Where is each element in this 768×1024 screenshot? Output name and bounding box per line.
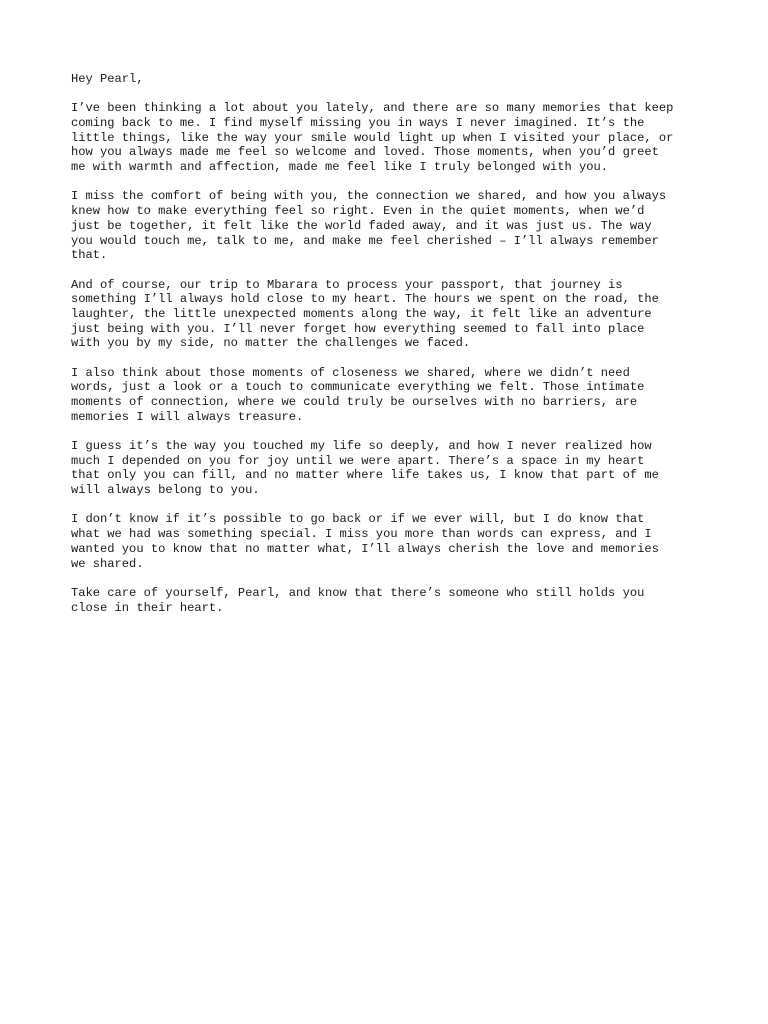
letter-paragraph-2: I miss the comfort of being with you, the connection we shared, and how you always knew how to make everything feel so right. Even in the quiet moments, when we’d just be together, it felt like the world faded away, and it was just us. The way you would touch me, talk to me, and make me feel cherished – I’ll always remember that. bbox=[71, 189, 667, 263]
letter-paragraph-5: I guess it’s the way you touched my life so deeply, and how I never realized how much I depended on you for joy until we were apart. There’s a space in my heart that only you can fill, and no matter where life takes us, I know that part of me will always belong to you. bbox=[71, 439, 659, 498]
letter-paragraph-1: I’ve been thinking a lot about you lately, and there are so many memories that keep coming back to me. I find myself missing you in ways I never imagined. It’s the little things, like the way your smile would light up when I visited your place, or how you always made me feel so welcome and loved. Those moments, when you’d greet me with warmth and affection, made me feel like I truly belonged with you. bbox=[71, 101, 674, 175]
letter-greeting: Hey Pearl, bbox=[71, 72, 144, 86]
letter-body bbox=[71, 72, 711, 630]
letter-paragraph-4: I also think about those moments of closeness we shared, where we didn’t need words, just a look or a touch to communicate everything we felt. Those intimate moments of connection, where we could truly be ourselves with no barriers, are memories I will always treasure. bbox=[71, 365, 645, 424]
letter-paragraph-3: And of course, our trip to Mbarara to process your passport, that journey is something I’ll always hold close to my heart. The hours we spent on the road, the laughter, the little unexpected moments along the way, it felt like an adventure just being with you. I’ll never forget how everything seemed to fall into place with you by my side, no matter the challenges we faced. bbox=[71, 277, 659, 351]
letter-closing: Take care of yourself, Pearl, and know that there’s someone who still holds you close in their heart. bbox=[71, 585, 645, 615]
letter-paragraph-6: I don’t know if it’s possible to go back or if we ever will, but I do know that what we had was something special. I miss you more than words can express, and I wanted you to know that no matter what, I’ll always cherish the love and memories we shared. bbox=[71, 512, 659, 571]
